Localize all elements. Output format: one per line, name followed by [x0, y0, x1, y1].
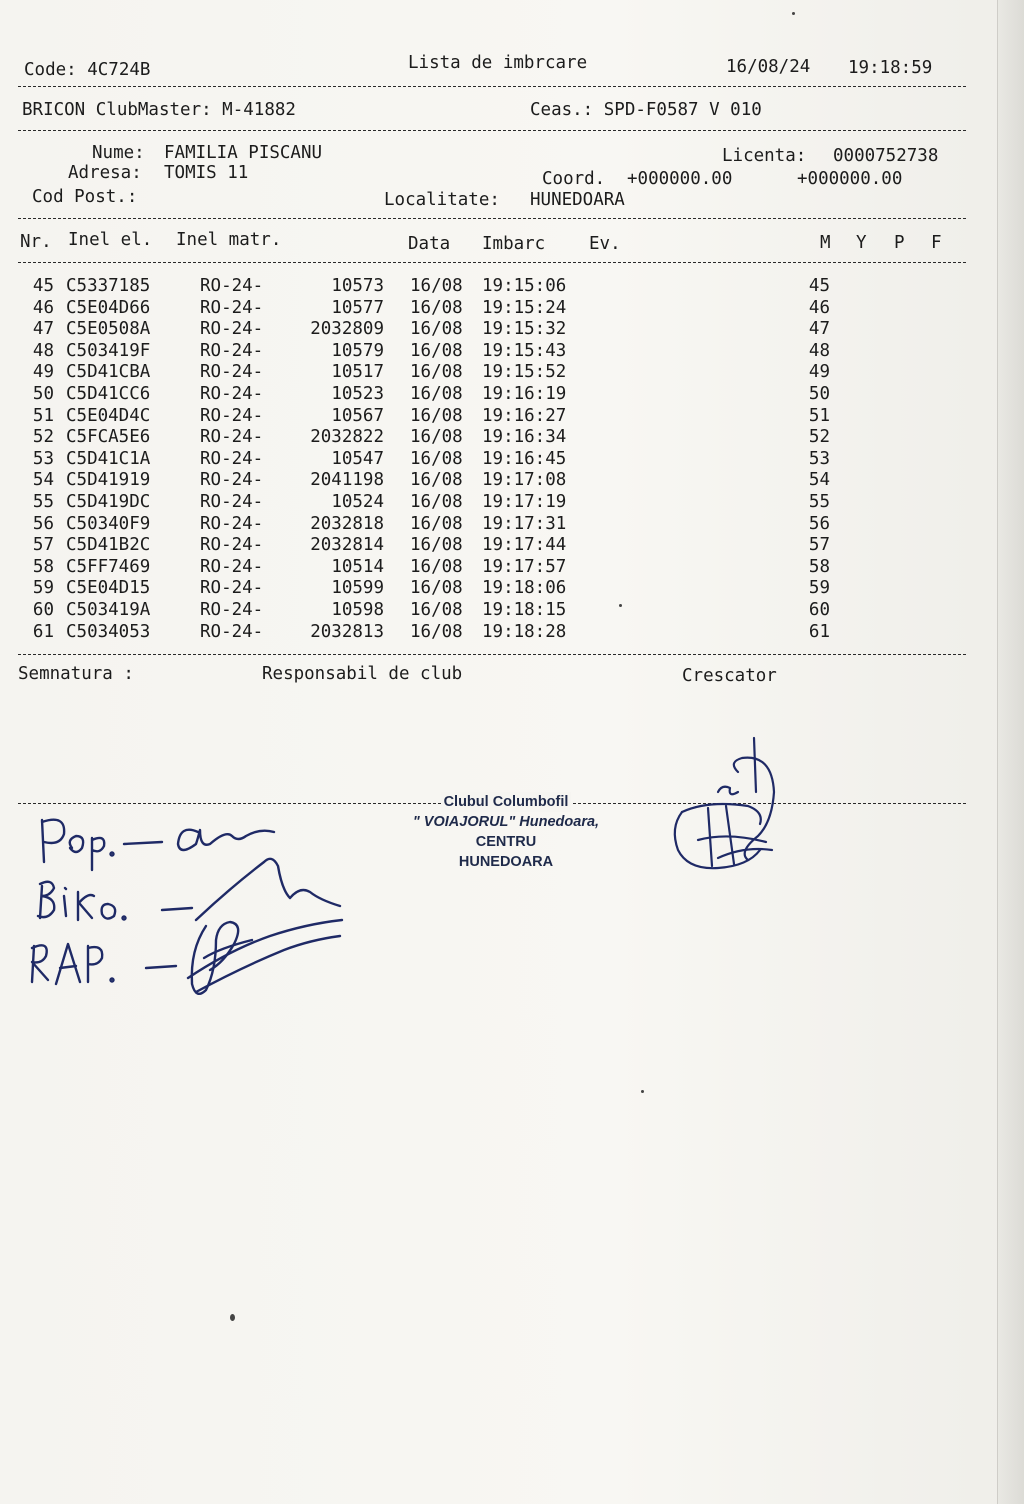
cell-time: 19:17:57: [482, 556, 567, 577]
locality-value: HUNEDOARA: [530, 190, 625, 210]
cell-ring: 10573: [331, 276, 384, 296]
cell-date: 16/08: [410, 340, 463, 361]
cell-chip: C5D41CBA: [66, 362, 151, 383]
cell-date: 16/08: [410, 492, 463, 512]
cell-ring: 10514: [331, 556, 384, 577]
cell-date: 16/08: [410, 621, 463, 642]
cell-ring: 2032809: [310, 319, 384, 340]
cell-date: 16/08: [410, 319, 463, 340]
cell-date: 16/08: [410, 405, 463, 426]
coord-label: Coord.: [542, 169, 606, 189]
stamp-line-2: " VOIAJORUL" Hunedoara,: [412, 814, 600, 830]
stamp-line-1: Clubul Columbofil: [441, 792, 572, 812]
cell-ring: 10599: [331, 578, 384, 599]
divider: [18, 86, 966, 87]
print-time: 19:18:59: [848, 58, 933, 78]
license-number: 0000752738: [833, 146, 939, 166]
paper-speck: [792, 12, 795, 15]
cell-time: 19:17:44: [482, 535, 567, 556]
cell-nr: 53: [32, 448, 54, 469]
cell-date: 16/08: [410, 297, 463, 318]
cell-chip: C5034053: [66, 621, 151, 642]
cell-prefix: RO-24-: [200, 362, 264, 383]
col-y: Y: [856, 233, 867, 253]
cell-ring: 10517: [331, 362, 384, 383]
cell-time: 19:18:28: [482, 621, 567, 642]
cell-ring: 10524: [331, 492, 384, 512]
cell-prefix: RO-24-: [200, 448, 264, 469]
cell-ring: 2032818: [310, 513, 384, 534]
cell-nr: 46: [32, 297, 54, 318]
cell-m: 60: [808, 600, 830, 620]
cell-chip: C5E04D66: [66, 297, 151, 318]
cell-m: 49: [808, 362, 830, 383]
col-p: P: [894, 233, 905, 253]
cell-ring: 10567: [331, 405, 384, 426]
paper-speck: [230, 1314, 235, 1321]
cell-date: 16/08: [410, 578, 463, 599]
cell-nr: 49: [32, 362, 54, 383]
license-label: Licenta:: [722, 146, 807, 166]
cell-chip: C5FF7469: [66, 556, 151, 577]
coord-x: +000000.00: [627, 169, 733, 189]
cell-chip: C5FCA5E6: [66, 427, 151, 448]
print-date: 16/08/24: [726, 57, 811, 77]
cell-date: 16/08: [410, 513, 463, 534]
paper-speck: [641, 1090, 644, 1093]
cell-nr: 59: [32, 578, 54, 599]
cell-time: 19:15:06: [482, 276, 567, 296]
stamp-line-4: HUNEDOARA: [458, 854, 554, 870]
cell-time: 19:17:08: [482, 470, 567, 491]
cell-m: 52: [808, 427, 830, 448]
cell-date: 16/08: [410, 384, 463, 404]
cell-ring: 2032822: [310, 427, 384, 448]
cell-time: 19:15:24: [482, 297, 567, 318]
cell-time: 19:17:19: [482, 492, 567, 512]
cell-chip: C503419F: [66, 340, 151, 361]
cell-nr: 50: [32, 384, 54, 404]
cell-date: 16/08: [410, 556, 463, 577]
cell-ring: 10547: [331, 448, 384, 469]
cell-time: 19:18:06: [482, 578, 567, 599]
cell-date: 16/08: [410, 448, 463, 469]
cell-prefix: RO-24-: [200, 405, 264, 426]
owner-address: TOMIS 11: [164, 163, 249, 183]
cell-nr: 52: [32, 427, 54, 448]
cell-chip: C5D41919: [66, 470, 151, 491]
cell-prefix: RO-24-: [200, 621, 264, 642]
cell-prefix: RO-24-: [200, 384, 264, 404]
divider: [18, 130, 966, 131]
cell-m: 61: [808, 621, 830, 642]
divider: [18, 218, 966, 219]
breeder-label: Crescator: [682, 666, 777, 686]
cell-chip: C5E04D4C: [66, 405, 151, 426]
cell-ring: 10577: [331, 297, 384, 318]
cell-m: 57: [808, 535, 830, 556]
cell-date: 16/08: [410, 276, 463, 296]
paper-edge: [997, 0, 1024, 1504]
cell-prefix: RO-24-: [200, 319, 264, 340]
cell-ring: 2032813: [310, 621, 384, 642]
cell-nr: 48: [32, 340, 54, 361]
coord-y: +000000.00: [797, 169, 903, 189]
cell-chip: C5D41B2C: [66, 535, 151, 556]
breeder-signature: [668, 732, 788, 882]
col-f: F: [931, 233, 942, 253]
cell-ring: 2032814: [310, 535, 384, 556]
cell-ring: 10523: [331, 384, 384, 404]
cell-m: 48: [808, 340, 830, 361]
club-master: BRICON ClubMaster: M-41882: [22, 100, 296, 120]
cell-nr: 60: [32, 600, 54, 620]
cell-chip: C5E04D15: [66, 578, 151, 599]
cell-chip: C5E0508A: [66, 319, 151, 340]
cell-nr: 57: [32, 535, 54, 556]
col-ev: Ev.: [589, 234, 621, 254]
divider: [18, 262, 966, 263]
club-responsible-label: Responsabil de club: [262, 664, 463, 684]
cell-m: 55: [808, 492, 830, 512]
cell-chip: C50340F9: [66, 513, 151, 534]
cell-m: 56: [808, 513, 830, 534]
cell-time: 19:16:45: [482, 448, 567, 469]
cell-ring: 10598: [331, 600, 384, 620]
cell-m: 59: [808, 578, 830, 599]
cell-time: 19:15:52: [482, 362, 567, 383]
cell-date: 16/08: [410, 362, 463, 383]
cell-prefix: RO-24-: [200, 578, 264, 599]
cell-nr: 47: [32, 319, 54, 340]
cell-time: 19:16:34: [482, 427, 567, 448]
document-title: Lista de imbrcare: [408, 53, 588, 73]
cell-date: 16/08: [410, 470, 463, 491]
cell-nr: 58: [32, 556, 54, 577]
cell-m: 58: [808, 556, 830, 577]
cell-nr: 51: [32, 405, 54, 426]
cell-m: 50: [808, 384, 830, 404]
col-data: Data: [408, 234, 451, 254]
col-inel-matr: Inel matr.: [176, 230, 282, 250]
cell-nr: 56: [32, 513, 54, 534]
cell-prefix: RO-24-: [200, 556, 264, 577]
cell-nr: 55: [32, 492, 54, 512]
col-inel-el: Inel el.: [68, 230, 153, 250]
cell-prefix: RO-24-: [200, 427, 264, 448]
handwritten-signatures: [20, 800, 360, 1020]
cell-chip: C5D41CC6: [66, 384, 151, 404]
cell-date: 16/08: [410, 427, 463, 448]
divider: [18, 654, 966, 655]
cell-time: 19:16:27: [482, 405, 567, 426]
cell-time: 19:16:19: [482, 384, 567, 404]
clock-id: Ceas.: SPD-F0587 V 010: [530, 100, 762, 120]
cell-m: 51: [808, 405, 830, 426]
cell-chip: C503419A: [66, 600, 151, 620]
cell-chip: C5D41C1A: [66, 448, 151, 469]
cell-prefix: RO-24-: [200, 340, 264, 361]
cell-prefix: RO-24-: [200, 600, 264, 620]
name-label: Nume:: [92, 143, 145, 163]
paper-speck: [619, 604, 622, 607]
cell-m: 47: [808, 319, 830, 340]
cell-time: 19:18:15: [482, 600, 567, 620]
club-stamp: [396, 792, 616, 872]
cell-time: 19:15:43: [482, 340, 567, 361]
cell-prefix: RO-24-: [200, 535, 264, 556]
signature-label: Semnatura :: [18, 664, 134, 684]
address-label: Adresa:: [68, 163, 142, 183]
cell-nr: 45: [32, 276, 54, 296]
postal-label: Cod Post.:: [32, 187, 138, 207]
cell-prefix: RO-24-: [200, 492, 264, 512]
cell-ring: 2041198: [310, 470, 384, 491]
cell-time: 19:17:31: [482, 513, 567, 534]
code-label: Code: 4C724B: [24, 60, 151, 80]
cell-prefix: RO-24-: [200, 513, 264, 534]
cell-time: 19:15:32: [482, 319, 567, 340]
col-imbarc: Imbarc: [482, 234, 546, 254]
cell-date: 16/08: [410, 600, 463, 620]
col-m: M: [820, 233, 831, 253]
cell-prefix: RO-24-: [200, 470, 264, 491]
cell-date: 16/08: [410, 535, 463, 556]
cell-nr: 54: [32, 470, 54, 491]
owner-name: FAMILIA PISCANU: [164, 143, 323, 163]
cell-nr: 61: [32, 621, 54, 642]
cell-m: 54: [808, 470, 830, 491]
locality-label: Localitate:: [384, 190, 500, 210]
cell-ring: 10579: [331, 340, 384, 361]
cell-m: 46: [808, 297, 830, 318]
cell-m: 45: [808, 276, 830, 296]
cell-m: 53: [808, 448, 830, 469]
cell-chip: C5D419DC: [66, 492, 151, 512]
col-nr: Nr.: [20, 232, 52, 252]
cell-chip: C5337185: [66, 276, 151, 296]
cell-prefix: RO-24-: [200, 276, 264, 296]
stamp-line-3: CENTRU: [475, 834, 537, 850]
cell-prefix: RO-24-: [200, 297, 264, 318]
